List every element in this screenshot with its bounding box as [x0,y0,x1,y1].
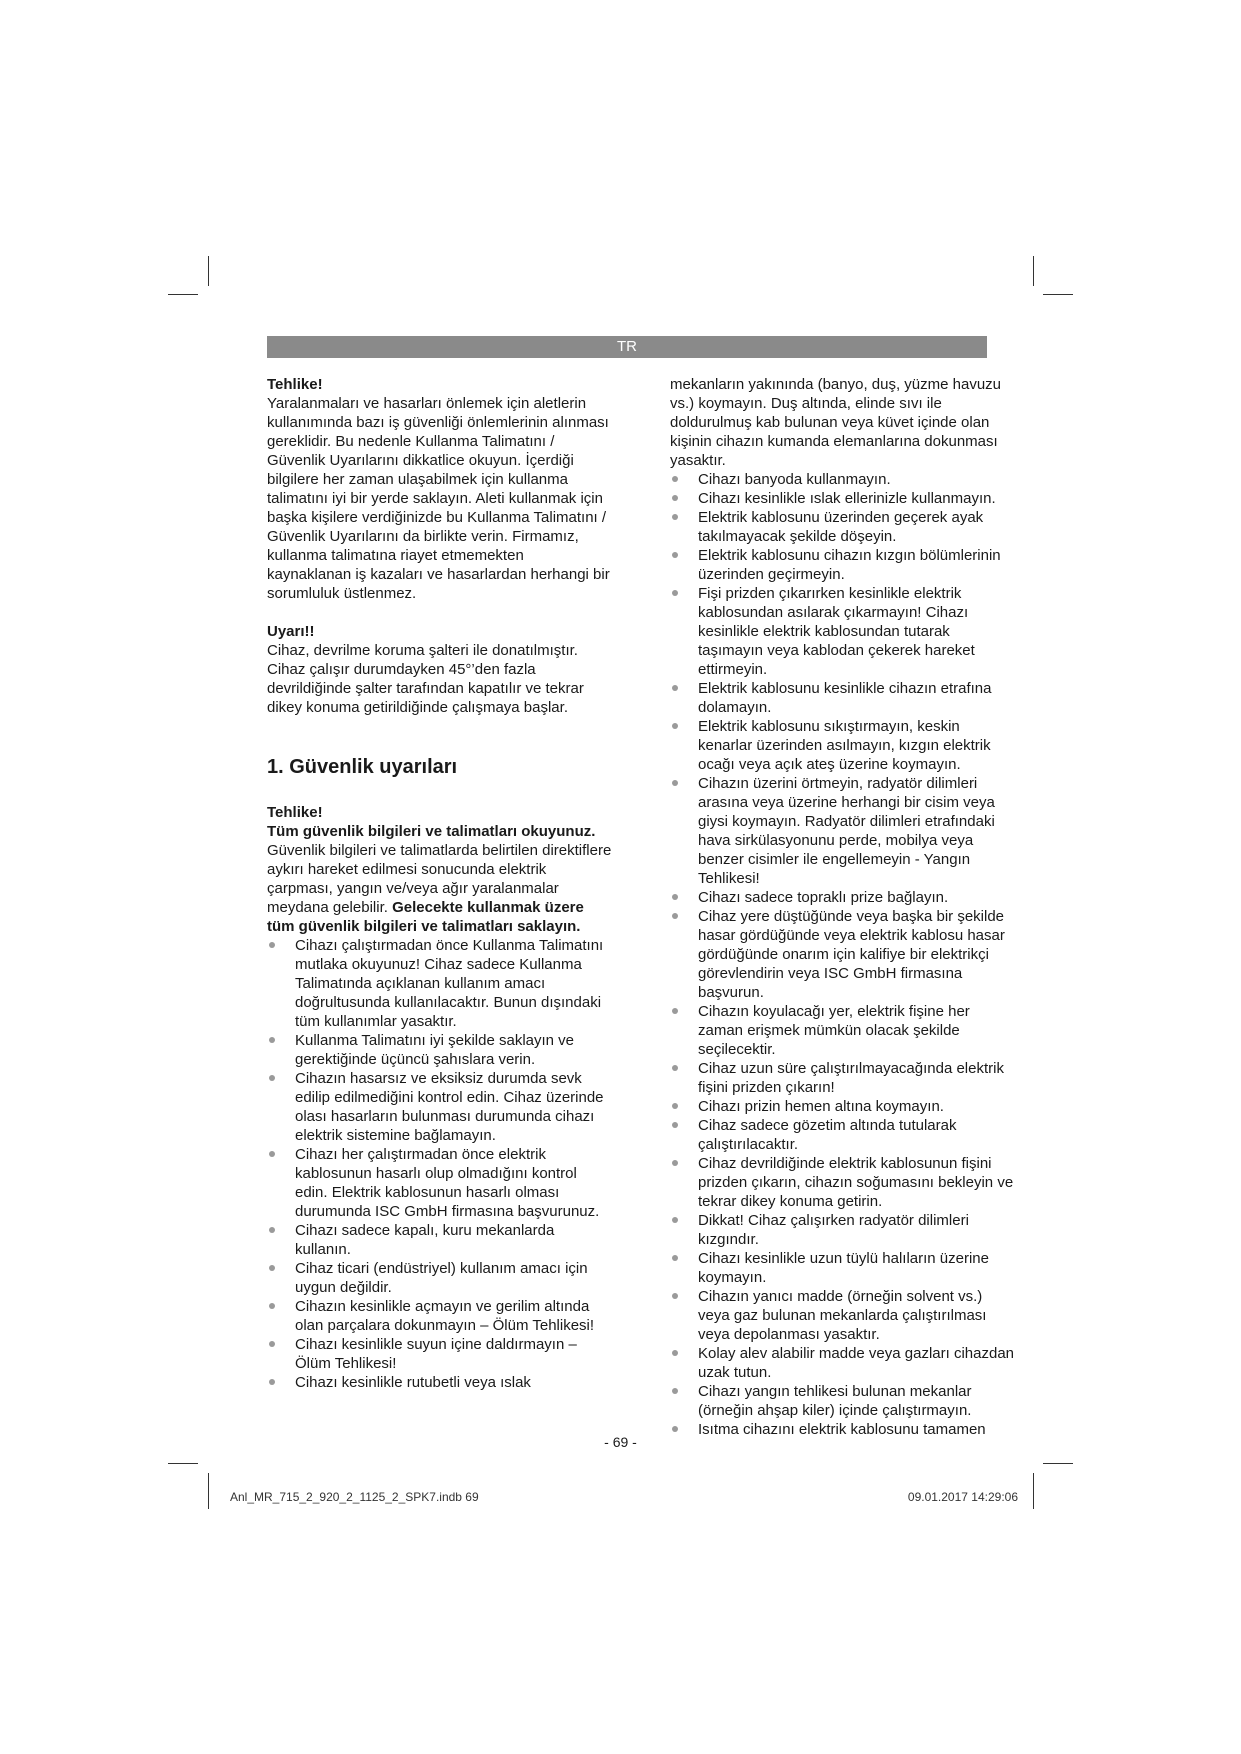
warning-paragraph: Cihaz, devrilme koruma şalteri ile donatılmıştır. Cihaz çalışır durumdayken 45°’den fazla devrildiğinde şalter tarafından kapatılır ve tekrar dikey konuma getirildiğinde çalışmaya başlar. [267,642,584,716]
list-item: Kolay alev alabilir madde veya gazları cihazdan uzak tutun. [670,1344,1015,1382]
list-item: Cihazı kesinlikle uzun tüylü halıların üzerine koymayın. [670,1249,1015,1287]
crop-mark-bottom-left-horizontal [168,1463,198,1464]
safety-intro-bold-2: Gelecekte kullanmak üzere tüm güvenlik bilgileri ve talimatları saklayın. [267,899,584,935]
list-item: Cihazı kesinlikle rutubetli veya ıslak [267,1373,612,1392]
list-item: Kullanma Talimatını iyi şekilde saklayın ve gerektiğinde üçüncü şahıslara verin. [267,1031,612,1069]
list-item: Cihaz sadece gözetim altında tutularak çalıştırılacaktır. [670,1116,1015,1154]
language-code: TR [617,338,637,355]
page-number: - 69 - [604,1434,637,1450]
safety-intro-paragraph [267,822,612,936]
crop-mark-bottom-right-horizontal [1043,1463,1073,1464]
list-item: Cihaz yere düştüğünde veya başka bir şekilde hasar gördüğünde veya elektrik kablosu hasar gördüğünde onarım için kalifiye bir elektrikçi görevlendirin veya ISC GmbH firmasına başvurun. [670,907,1015,1002]
list-item: Cihazın koyulacağı yer, elektrik fişine her zaman erişmek mümkün olacak şekilde seçilecektir. [670,1002,1015,1059]
right-bullet-list [670,470,1015,1439]
list-item: Dikkat! Cihaz çalışırken radyatör dilimleri kızgındır. [670,1211,1015,1249]
safety-intro-text: Güvenlik bilgileri ve talimatlarda belirtilen direktiflere aykırı hareket edilmesi sonucunda elektrik çarpması, yangın ve/veya ağır yaralanmalar meydana gelebilir. [267,842,612,916]
list-item: Isıtma cihazını elektrik kablosunu tamamen [670,1420,1015,1439]
crop-mark-top-left-vertical [208,256,209,286]
crop-mark-top-right-horizontal [1043,294,1073,295]
list-item: Elektrik kablosunu üzerinden geçerek ayak takılmayacak şekilde döşeyin. [670,508,1015,546]
list-item: Cihaz ticari (endüstriyel) kullanım amacı için uygun değildir. [267,1259,612,1297]
list-item: Cihazın üzerini örtmeyin, radyatör dilimleri arasına veya üzerine herhangi bir cisim veya giysi koymayın. Radyatör dilimleri etrafındaki hava sirkülasyonunu perde, mobilya veya benzer cisimler ile engellemeyin - Yangın Tehlikesi! [670,774,1015,888]
list-item: Cihazı banyoda kullanmayın. [670,470,1015,489]
language-header-bar [267,336,987,358]
safety-intro-bold-1: Tüm güvenlik bilgileri ve talimatları okuyunuz. [267,823,596,840]
list-item: Cihaz devrildiğinde elektrik kablosunun fişini prizden çıkarın, cihazın soğumasını bekleyin ve tekrar dikey konuma getirin. [670,1154,1015,1211]
list-item: Cihazı kesinlikle suyun içine daldırmayın – Ölüm Tehlikesi! [267,1335,612,1373]
footer-datetime: 09.01.2017 14:29:06 [907,1490,1018,1504]
section-title: 1. Güvenlik uyarıları [267,756,458,778]
right-column [670,375,1015,1439]
list-item: Cihazı prizin hemen altına koymayın. [670,1097,1015,1116]
crop-mark-bottom-left-vertical [208,1473,209,1509]
list-item: Cihazı sadece topraklı prize bağlayın. [670,888,1015,907]
list-item: Cihaz uzun süre çalıştırılmayacağında elektrik fişini prizden çıkarın! [670,1059,1015,1097]
crop-mark-bottom-right-vertical [1033,1473,1034,1509]
list-item: Elektrik kablosunu cihazın kızgın bölümlerinin üzerinden geçirmeyin. [670,546,1015,584]
crop-mark-top-right-vertical [1033,256,1034,286]
danger-paragraph: Yaralanmaları ve hasarları önlemek için aletlerin kullanımında bazı iş güvenliği önlemlerinin alınması gereklidir. Bu nedenle Kullanma Talimatını / Güvenlik Uyarılarını dikkatlice okuyun. İçerdiği bilgilere her zaman ulaşabilmek için kullanma talimatını iyi bir yerde saklayın. Aleti kullanmak için başka kişilere verdiğinizde bu Kullanma Talimatını / Güvenlik Uyarılarını da birlikte verin. Firmamız, kullanma talimatına riayet etmemekten kaynaklanan iş kazaları ve hasarlardan herhangi bir sorumluluk üstlenmez. [267,395,610,602]
list-item: Cihazı çalıştırmadan önce Kullanma Talimatını mutlaka okuyunuz! Cihaz sadece Kullanma Talimatında açıklanan kullanım amacı doğrultusunda kullanılacaktır. Bunun dışındaki tüm kullanımlar yasaktır. [267,936,612,1031]
footer-file-name: Anl_MR_715_2_920_2_1125_2_SPK7.indb 69 [230,1490,479,1504]
list-item: Cihazın hasarsız ve eksiksiz durumda sevk edilip edilmediğini kontrol edin. Cihaz üzerinde olası hasarların bulunması durumunda cihazı elektrik sistemine bağlamayın. [267,1069,612,1145]
list-item: Cihazı kesinlikle ıslak ellerinizle kullanmayın. [670,489,1015,508]
crop-mark-top-left-horizontal [168,294,198,295]
left-column [267,375,612,1392]
list-item: Cihazı yangın tehlikesi bulunan mekanlar (örneğin ahşap kiler) içinde çalıştırmayın. [670,1382,1015,1420]
list-item: Elektrik kablosunu kesinlikle cihazın etrafına dolamayın. [670,679,1015,717]
list-item: Cihazı sadece kapalı, kuru mekanlarda kullanın. [267,1221,612,1259]
list-item: Elektrik kablosunu sıkıştırmayın, keskin kenarlar üzerinden asılmayın, kızgın elektrik ocağı veya açık ateş üzerine koymayın. [670,717,1015,774]
safety-danger-heading: Tehlike! [267,804,323,821]
list-item: Fişi prizden çıkarırken kesinlikle elektrik kablosundan asılarak çıkarmayın! Cihazı kesinlikle elektrik kablosundan tutarak taşımayın veya kablodan çekerek hareket ettirmeyin. [670,584,1015,679]
list-item: Cihazın kesinlikle açmayın ve gerilim altında olan parçalara dokunmayın – Ölüm Tehlikesi! [267,1297,612,1335]
continued-paragraph: mekanların yakınında (banyo, duş, yüzme havuzu vs.) koymayın. Duş altında, elinde sıvı ile doldurulmuş kab bulunan veya küvet içinde olan kişinin cihazın kumanda elemanlarına dokunması yasaktır. [670,376,1002,469]
list-item: Cihazı her çalıştırmadan önce elektrik kablosunun hasarlı olup olmadığını kontrol edin. Elektrik kablosunun hasarlı olması durumunda ISC GmbH firmasına başvurunuz. [267,1145,612,1221]
warning-heading: Uyarı!! [267,623,315,640]
danger-heading: Tehlike! [267,376,323,393]
left-bullet-list [267,936,612,1392]
list-item: Cihazın yanıcı madde (örneğin solvent vs.) veya gaz bulunan mekanlarda çalıştırılması veya depolanması yasaktır. [670,1287,1015,1344]
